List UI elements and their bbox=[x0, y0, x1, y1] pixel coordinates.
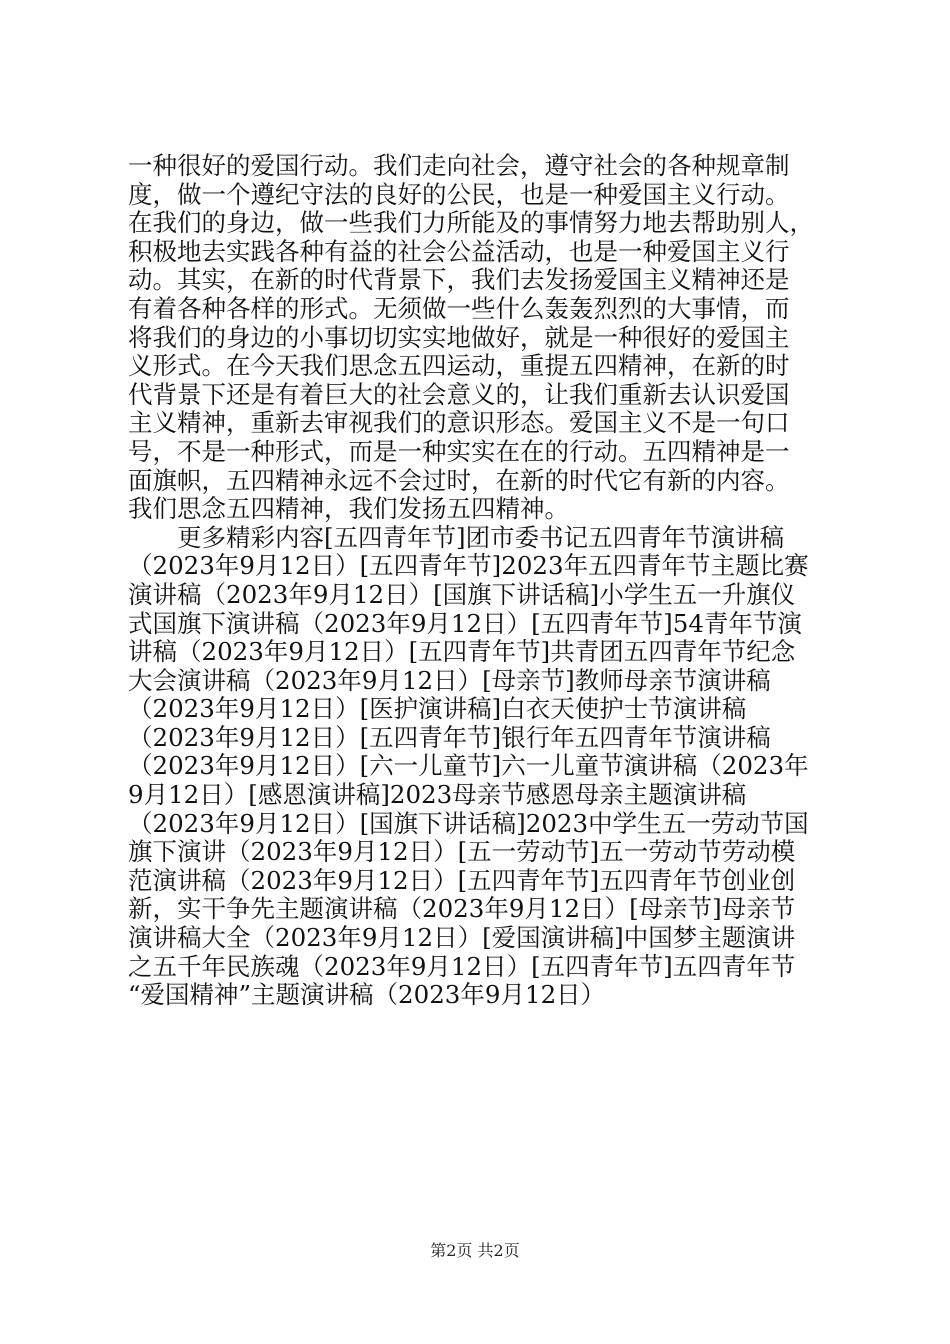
text-line: （2023年9月12日）[国旗下讲话稿]2023中学生五一劳动节国 bbox=[128, 808, 809, 838]
text-line: “爱国精神”主题演讲稿（2023年9月12日） bbox=[128, 980, 606, 1010]
text-line: 9月12日）[感恩演讲稿]2023母亲节感恩母亲主题演讲稿 bbox=[128, 780, 747, 810]
text-line: 动。其实，在新的时代背景下，我们去发扬爱国主义精神还是 bbox=[128, 265, 790, 295]
text-line: 有着各种各样的形式。无须做一些什么轰轰烈烈的大事情，而 bbox=[128, 293, 790, 323]
text-line: 演讲稿大全（2023年9月12日）[爱国演讲稿]中国梦主题演讲 bbox=[128, 923, 796, 953]
text-line: （2023年9月12日）[五四青年节]2023年五四青年节主题比赛 bbox=[128, 551, 809, 581]
text-line: 讲稿（2023年9月12日）[五四青年节]共青团五四青年节纪念 bbox=[128, 637, 796, 667]
body-text bbox=[128, 152, 833, 1010]
text-line: 代背景下还是有着巨大的社会意义的，让我们重新去认识爱国 bbox=[128, 379, 790, 409]
text-line: （2023年9月12日）[医护演讲稿]白衣天使护士节演讲稿 bbox=[128, 694, 747, 724]
page-number-footer: 第2页 共2页 bbox=[430, 1241, 520, 1260]
text-line: 积极地去实践各种有益的社会公益活动，也是一种爱国主义行 bbox=[128, 236, 790, 266]
text-line: 主义精神，重新去审视我们的意识形态。爱国主义不是一句口 bbox=[128, 408, 790, 438]
text-line: 面旗帜，五四精神永远不会过时，在新的时代它有新的内容。 bbox=[128, 465, 790, 495]
text-line: 演讲稿（2023年9月12日）[国旗下讲话稿]小学生五一升旗仪 bbox=[128, 579, 796, 609]
text-line: （2023年9月12日）[五四青年节]银行年五四青年节演讲稿 bbox=[128, 722, 771, 752]
text-line: 之五千年民族魂（2023年9月12日）[五四青年节]五四青年节 bbox=[128, 951, 796, 981]
text-line: 我们思念五四精神，我们发扬五四精神。 bbox=[128, 494, 569, 524]
text-line: （2023年9月12日）[六一儿童节]六一儿童节演讲稿（2023年 bbox=[128, 751, 809, 781]
text-line: 义形式。在今天我们思念五四运动，重提五四精神，在新的时 bbox=[128, 351, 790, 381]
text-line: 度，做一个遵纪守法的良好的公民，也是一种爱国主义行动。 bbox=[128, 179, 790, 209]
text-line: 将我们的身边的小事切切实实地做好，就是一种很好的爱国主 bbox=[128, 322, 790, 352]
text-line: 在我们的身边，做一些我们力所能及的事情努力地去帮助别人， bbox=[128, 208, 814, 238]
text-line: 号，不是一种形式，而是一种实实在在的行动。五四精神是一 bbox=[128, 436, 790, 466]
text-line: 新，实干争先主题演讲稿（2023年9月12日）[母亲节]母亲节 bbox=[128, 894, 796, 924]
text-line: 更多精彩内容[五四青年节]团市委书记五四青年节演讲稿 bbox=[128, 522, 785, 552]
text-line: 旗下演讲（2023年9月12日）[五一劳动节]五一劳动节劳动模 bbox=[128, 837, 796, 867]
text-line: 大会演讲稿（2023年9月12日）[母亲节]教师母亲节演讲稿 bbox=[128, 665, 771, 695]
text-line: 一种很好的爱国行动。我们走向社会，遵守社会的各种规章制 bbox=[128, 151, 790, 180]
text-line: 范演讲稿（2023年9月12日）[五四青年节]五四青年节创业创 bbox=[128, 865, 796, 895]
text-line: 式国旗下演讲稿（2023年9月12日）[五四青年节]54青年节演 bbox=[128, 608, 802, 638]
